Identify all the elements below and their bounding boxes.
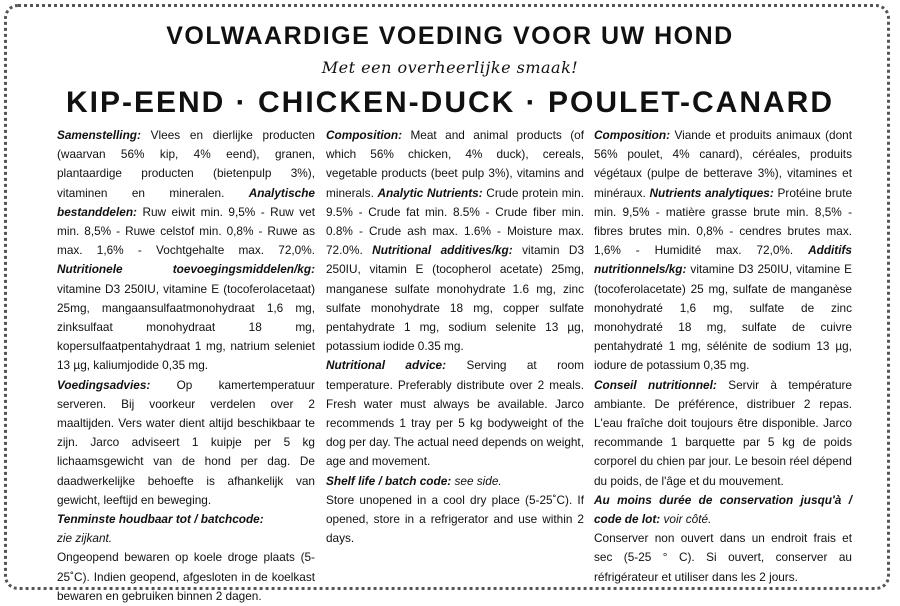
analytic-label: Nutrients analytiques: — [649, 185, 774, 200]
composition-paragraph — [57, 126, 315, 376]
advice-paragraph — [326, 356, 584, 471]
additives-text: vitamine D3 250IU, vitamine E (tocoferolacetaat) 25mg, mangaansulfaatmonohydraat 1,6 mg, zinksulfaat monohydraat 18 mg, kopersulfaatpentahydraat 1 mg, natrium seleniet 13 µg, kaliumjodide 0,35 mg. — [57, 281, 315, 373]
advice-label: Conseil nutritionnel: — [594, 377, 717, 392]
analytic-text: Crude protein min. 9.5% - Crude fat min. 8.5% - Crude fiber min. 0.8% - Crude ash max. 1.6% - Moisture max. 72.0%. — [326, 185, 584, 258]
additives-label: Nutritional additives/kg: — [372, 243, 513, 258]
advice-text: Serving at room temperature. Preferably distribute over 2 meals. Fresh water must always be available. Jarco recommends 1 tray per 5 kg bodyweight of the dog per day. The actual need depends on weight, age and movement. — [326, 358, 584, 469]
storage-text: Conserver non ouvert dans un endroit frais et sec (5-25 ° C). Si ouvert, conserver au réfrigérateur et utiliser dans les 2 jours. — [594, 531, 852, 584]
storage-text: Ongeopend bewaren op koele droge plaats (5-25˚C). Indien geopend, afgesloten in de koelkast bewaren en gebruiken binnen 2 dagen. — [57, 550, 315, 603]
analytic-text: Ruw eiwit min. 9,5% - Ruw vet min. 8,5% - Ruwe celstof min. 0,8% - Ruwe as max. 1,6% - Vochtgehalte max. 72,0%. — [57, 204, 315, 258]
advice-paragraph — [57, 376, 315, 510]
shelf-label: Tenminste houdbaar tot / batchcode: — [57, 512, 264, 527]
composition-text: Meat and animal products (of which 56% chicken, 4% duck), cereals, vegetable products (beet pulp 3%), vitamins and minerals. — [326, 128, 584, 200]
additives-label: Additifs nutritionnels/kg: — [594, 243, 852, 277]
additives-text: vitamin D3 250IU, vitamin E (tocopherol acetate) 25mg, manganese sulfate monohydrate 1.6 mg, zinc sulfate monohydrate 18 mg, copper sulfate pentahydrate 1 mg, sodium selenite 13 µg, potassium iodide 0.35 mg. — [326, 243, 585, 354]
advice-text: Op kamertemperatuur serveren. Bij voorkeur verdelen over 2 maaltijden. Vers water dient altijd beschikbaar te zijn. Jarco adviseert 1 kuipje per 5 kg lichaamsgewicht van de hond per dag. De daadwerkelijke behoefte is afhankelijk van gewicht, leeftijd en beweging. — [57, 377, 315, 507]
analytic-text: Protéine brute min. 9,5% - matière grasse brute min. 8,5% - fibres brutes min. 0,8% - cendres brutes max. 1,6% - Humidité max. 72,0%. — [594, 185, 853, 258]
shelf-text: voir côté. — [663, 512, 712, 527]
shelf-text: zie zijkant. — [57, 531, 113, 546]
composition-label: Composition: — [326, 128, 403, 142]
shelf-label: Au moins durée de conservation jusqu'à / code de lot: — [594, 492, 852, 527]
storage-text: Store unopened in a cool dry place (5-25˚C). If opened, store in a refrigerator and use within 2 days. — [326, 492, 584, 546]
shelf-paragraph — [57, 510, 315, 548]
column-dutch — [57, 126, 315, 606]
page-title: VOLWAARDIGE VOEDING VOOR UW HOND — [166, 22, 734, 50]
subtitle: Met een overheerlijke smaak! — [321, 58, 579, 77]
additives-label: Nutritionele toevoegingsmiddelen/kg: — [57, 262, 315, 277]
advice-text: Servir à température ambiante. De préférence, distribuer 2 repas. L'eau fraîche doit toujours être disponible. Jarco recommande 1 barquette par 5 kg de poids corporel du chien par jour. Le besoin réel dépend du poids, de l'âge et du mouvement. — [594, 377, 852, 488]
analytic-label: Analytic Nutrients: — [377, 185, 483, 200]
shelf-paragraph — [594, 491, 852, 529]
flavour-heading: KIP-EEND · CHICKEN-DUCK · POULET-CANARD — [66, 86, 834, 119]
advice-paragraph — [594, 376, 852, 491]
composition-label: Composition: — [594, 128, 671, 142]
advice-label: Nutritional advice: — [326, 358, 447, 373]
shelf-paragraph — [326, 472, 584, 491]
composition-text: Vlees en dierlijke producten (waarvan 56% kip, 4% eend), granen, plantaardige producten (bietenpulp 3%), vitaminen en mineralen. — [57, 128, 315, 200]
composition-text: Viande et produits animaux (dont 56% poulet, 4% canard), céréales, produits végétaux (pulpe de betterave 3%), vitamines et minéraux. — [594, 128, 852, 200]
column-french — [594, 126, 852, 587]
column-english — [326, 126, 584, 548]
shelf-label: Shelf life / batch code: — [326, 473, 452, 488]
additives-text: vitamine D3 250IU, vitamine E (tocoferolacetate) 25 mg, sulfate de manganèse monohydraté 1,6 mg, sulfate de zinc monohydraté 18 mg, sulfate de cuivre pentahydraté 1 mg, sélénite de sodium 13 µg, iodure de potassium 0,35 mg. — [594, 262, 853, 373]
advice-label: Voedingsadvies: — [57, 377, 151, 392]
composition-paragraph — [594, 126, 852, 376]
composition-label: Samenstelling: — [57, 128, 141, 142]
composition-paragraph — [326, 126, 584, 356]
shelf-text: see side. — [454, 473, 502, 488]
analytic-label: Analytische bestanddelen: — [57, 185, 315, 219]
